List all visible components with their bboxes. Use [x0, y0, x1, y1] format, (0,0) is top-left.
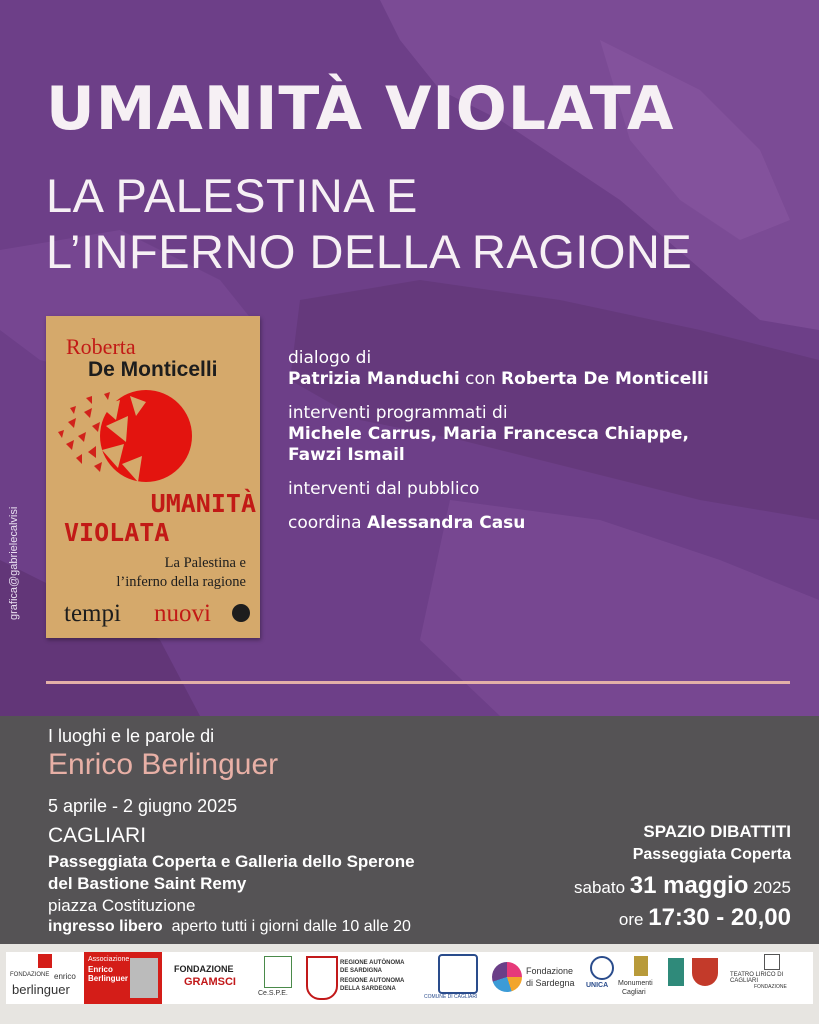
cespe-emblem-icon [264, 956, 292, 988]
fds-pinwheel-icon [492, 962, 522, 992]
festival-band [0, 716, 819, 944]
festival-dates: 5 aprile - 2 giugno 2025 [48, 796, 238, 816]
teatro-text-2: FONDAZIONE [754, 984, 787, 990]
societa-logo-icon [668, 958, 684, 986]
unica-logo [586, 952, 616, 1004]
sardinia-shield-icon [306, 956, 338, 1000]
dialogo-label: dialogo di [288, 348, 372, 368]
red-sun-illustration [46, 386, 260, 496]
graphic-credit: grafica@gabrielecalvisi [8, 506, 20, 620]
book-cover [46, 316, 260, 638]
sponsor-logos-strip [0, 944, 819, 1024]
partner-logos-small [666, 952, 726, 1004]
pubblico-line: interventi dal pubblico [288, 479, 480, 499]
associazione-text-3: Berlinguer [88, 974, 129, 983]
regione-sardegna-logo [302, 952, 420, 1004]
entry-hours: aperto tutti i giorni dalle 10 alle 20 [171, 918, 411, 935]
festival-venue-line-2: del Bastione Saint Remy [48, 874, 247, 893]
comune-cagliari-logo [424, 952, 488, 1004]
event-date [574, 872, 791, 900]
entry-free: ingresso libero [48, 918, 163, 935]
event-day-date: 31 maggio [629, 872, 749, 899]
festival-entry [48, 918, 411, 936]
teatro-emblem-icon [764, 954, 780, 970]
coordina-name: Alessandra Casu [366, 513, 526, 533]
book-author-last: De Monticelli [88, 358, 218, 381]
fondazione-sardegna-logo [490, 952, 582, 1004]
event-day-label: sabato [573, 878, 630, 897]
fondazione-eb-text-2: enrico [54, 972, 76, 981]
unica-text: UNICA [586, 982, 609, 989]
fds-text-2: di Sardegna [526, 978, 575, 988]
fondazione-eb-text-1: FONDAZIONE [10, 972, 50, 978]
festival-label: I luoghi e le parole di [48, 726, 215, 746]
interventi-label: interventi programmati di [288, 403, 508, 423]
event-space-place: Passeggiata Coperta [632, 846, 791, 863]
fondazione-berlinguer-logo [10, 952, 80, 1004]
teatro-lirico-logo [730, 952, 812, 1004]
book-title-line-2: VIOLATA [64, 518, 170, 547]
cespe-logo [256, 952, 298, 1004]
interventi-names-1 [288, 424, 808, 445]
unica-seal-icon [590, 956, 614, 980]
associazione-text-1: Associazione [88, 956, 130, 963]
festival-square: piazza Costituzione [48, 896, 196, 915]
regione-text-2: DE SARDIGNA [340, 968, 383, 974]
cespe-text: Ce.S.P.E. [258, 990, 288, 997]
page-title: UMANITÀ VIOLATA [46, 74, 675, 144]
associazione-text-2: Enrico [88, 965, 113, 974]
book-series-part-a: tempi [64, 600, 121, 627]
regione-text-1: REGIONE AUTÒNOMA [340, 960, 405, 966]
subtitle-line-1: LA PALESTINA E [46, 169, 418, 222]
interventi-names-2 [288, 445, 808, 466]
festival-city: CAGLIARI [48, 824, 147, 847]
dialogo-names [288, 369, 808, 390]
associazione-berlinguer-logo [84, 952, 162, 1004]
gramsci-text-2: GRAMSCI [184, 976, 236, 988]
fondazione-eb-text-3: berlinguer [12, 982, 70, 997]
book-subtitle [86, 554, 246, 592]
page-subtitle [46, 168, 806, 280]
event-space: SPAZIO DIBATTITI [643, 822, 791, 841]
event-time-label: ore [618, 910, 649, 929]
book-subtitle-line-1: La Palestina e [164, 555, 246, 571]
interventi-names-2-text: Fawzi Ismail [288, 445, 405, 465]
fds-text-1: Fondazione [526, 966, 574, 976]
coordina-line [288, 513, 808, 534]
dialogo-name-2: Roberta De Monticelli [501, 369, 709, 389]
gramsci-text-1: FONDAZIONE [174, 964, 234, 974]
university-shield-icon [692, 958, 718, 986]
portrait-photo [130, 958, 158, 998]
sponsor-logos [6, 952, 813, 1004]
book-subtitle-line-2: l’inferno della ragione [116, 574, 246, 590]
event-year: 2025 [748, 878, 791, 897]
red-square-icon [38, 954, 52, 968]
interventi-block [288, 403, 808, 466]
festival-venue-line-1: Passeggiata Coperta e Galleria dello Sperone [48, 852, 415, 871]
dialogo-con: con [459, 369, 502, 389]
monumenti-icon [634, 956, 648, 976]
program-details [288, 348, 808, 547]
teatro-text-1: TEATRO LIRICO DI CAGLIARI [730, 972, 784, 984]
interventi-names-1-text: Michele Carrus, Maria Francesca Chiappe, [288, 424, 689, 444]
fondazione-gramsci-logo [170, 952, 252, 1004]
regione-text-4: DELLA SARDEGNA [340, 986, 396, 992]
festival-name: Enrico Berlinguer [48, 748, 279, 781]
event-time [619, 904, 791, 932]
subtitle-line-2: L’INFERNO DELLA RAGIONE [46, 225, 693, 278]
publisher-logo-icon [232, 604, 250, 622]
dialogo-block [288, 348, 808, 390]
comune-text: COMUNE DI CAGLIARI [424, 994, 478, 1000]
monumenti-cagliari-logo [618, 952, 664, 1004]
divider-rule [46, 681, 790, 684]
monumenti-text-2: Cagliari [622, 989, 646, 996]
regione-text-3: REGIONE AUTONOMA [340, 978, 405, 984]
dialogo-name-1: Patrizia Manduchi [288, 369, 460, 389]
book-series-part-b: nuovi [154, 600, 211, 627]
comune-crest-icon [438, 954, 478, 994]
book-title-line-1: UMANITÀ [150, 489, 256, 518]
monumenti-text-1: Monumenti [618, 980, 653, 987]
book-author-first: Roberta [66, 334, 136, 359]
coordina-label: coordina [288, 513, 367, 533]
event-time-value: 17:30 - 20,00 [648, 904, 791, 931]
